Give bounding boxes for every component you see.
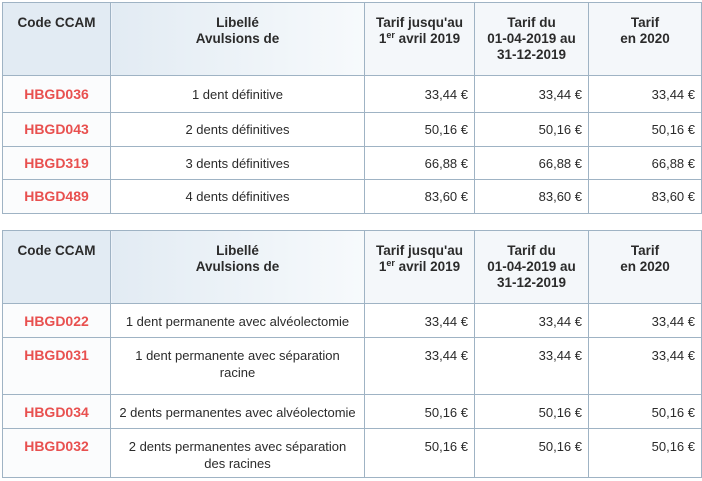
ccam-code: HBGD034 <box>3 395 111 429</box>
ccam-code: HBGD022 <box>3 304 111 338</box>
header-tarif-avant-avril-2019: Tarif jusqu'au 1er avril 2019 <box>365 3 475 76</box>
acte-libelle: 2 dents définitives <box>111 113 365 147</box>
tarif-avant-avril-2019: 66,88 € <box>365 147 475 180</box>
acte-libelle: 4 dents définitives <box>111 180 365 214</box>
table-header-row <box>3 3 702 76</box>
acte-libelle: 2 dents permanentes avec séparation des racines <box>111 429 365 478</box>
header-libelle: Libellé Avulsions de <box>111 3 365 76</box>
table-row <box>3 338 702 395</box>
acte-libelle: 2 dents permanentes avec alvéolectomie <box>111 395 365 429</box>
ccam-code: HBGD043 <box>3 113 111 147</box>
header-code: Code CCAM <box>3 3 111 76</box>
table-row <box>3 147 702 180</box>
tarif-2020: 50,16 € <box>589 113 702 147</box>
ccam-code: HBGD031 <box>3 338 111 395</box>
header-libelle: Libellé Avulsions de <box>111 231 365 304</box>
tarif-2019: 66,88 € <box>475 147 589 180</box>
tarif-2019: 33,44 € <box>475 338 589 395</box>
tarif-2019: 83,60 € <box>475 180 589 214</box>
tarif-2019: 33,44 € <box>475 304 589 338</box>
acte-libelle: 3 dents définitives <box>111 147 365 180</box>
table-row <box>3 304 702 338</box>
header-tarif-2020: Tarif en 2020 <box>589 231 702 304</box>
tarif-2020: 83,60 € <box>589 180 702 214</box>
tarif-avant-avril-2019: 83,60 € <box>365 180 475 214</box>
table-row <box>3 113 702 147</box>
tarif-2020: 33,44 € <box>589 338 702 395</box>
acte-libelle: 1 dent permanente avec alvéolectomie <box>111 304 365 338</box>
tarif-avant-avril-2019: 50,16 € <box>365 395 475 429</box>
tarif-table-2 <box>2 230 702 478</box>
ccam-code: HBGD032 <box>3 429 111 478</box>
tarif-2020: 50,16 € <box>589 395 702 429</box>
tarif-avant-avril-2019: 50,16 € <box>365 113 475 147</box>
tarif-2020: 33,44 € <box>589 304 702 338</box>
header-tarif-2020: Tarif en 2020 <box>589 3 702 76</box>
acte-libelle: 1 dent permanente avec séparation racine <box>111 338 365 395</box>
header-code: Code CCAM <box>3 231 111 304</box>
tarif-2019: 50,16 € <box>475 395 589 429</box>
tarif-2020: 66,88 € <box>589 147 702 180</box>
header-tarif-avant-avril-2019: Tarif jusqu'au 1er avril 2019 <box>365 231 475 304</box>
tarif-2019: 33,44 € <box>475 76 589 113</box>
tarif-2020: 50,16 € <box>589 429 702 478</box>
tarif-avant-avril-2019: 50,16 € <box>365 429 475 478</box>
ccam-code: HBGD489 <box>3 180 111 214</box>
ccam-code: HBGD319 <box>3 147 111 180</box>
tarif-avant-avril-2019: 33,44 € <box>365 338 475 395</box>
tarif-avant-avril-2019: 33,44 € <box>365 304 475 338</box>
tarif-table-1 <box>2 2 702 214</box>
table-header-row <box>3 231 702 304</box>
tarif-2019: 50,16 € <box>475 429 589 478</box>
table-row <box>3 76 702 113</box>
tarif-2019: 50,16 € <box>475 113 589 147</box>
header-tarif-2019: Tarif du 01-04-2019 au 31-12-2019 <box>475 231 589 304</box>
table-row <box>3 395 702 429</box>
table-row <box>3 429 702 478</box>
tarif-2020: 33,44 € <box>589 76 702 113</box>
tarif-avant-avril-2019: 33,44 € <box>365 76 475 113</box>
header-tarif-2019: Tarif du 01-04-2019 au 31-12-2019 <box>475 3 589 76</box>
ccam-code: HBGD036 <box>3 76 111 113</box>
table-row <box>3 180 702 214</box>
acte-libelle: 1 dent définitive <box>111 76 365 113</box>
